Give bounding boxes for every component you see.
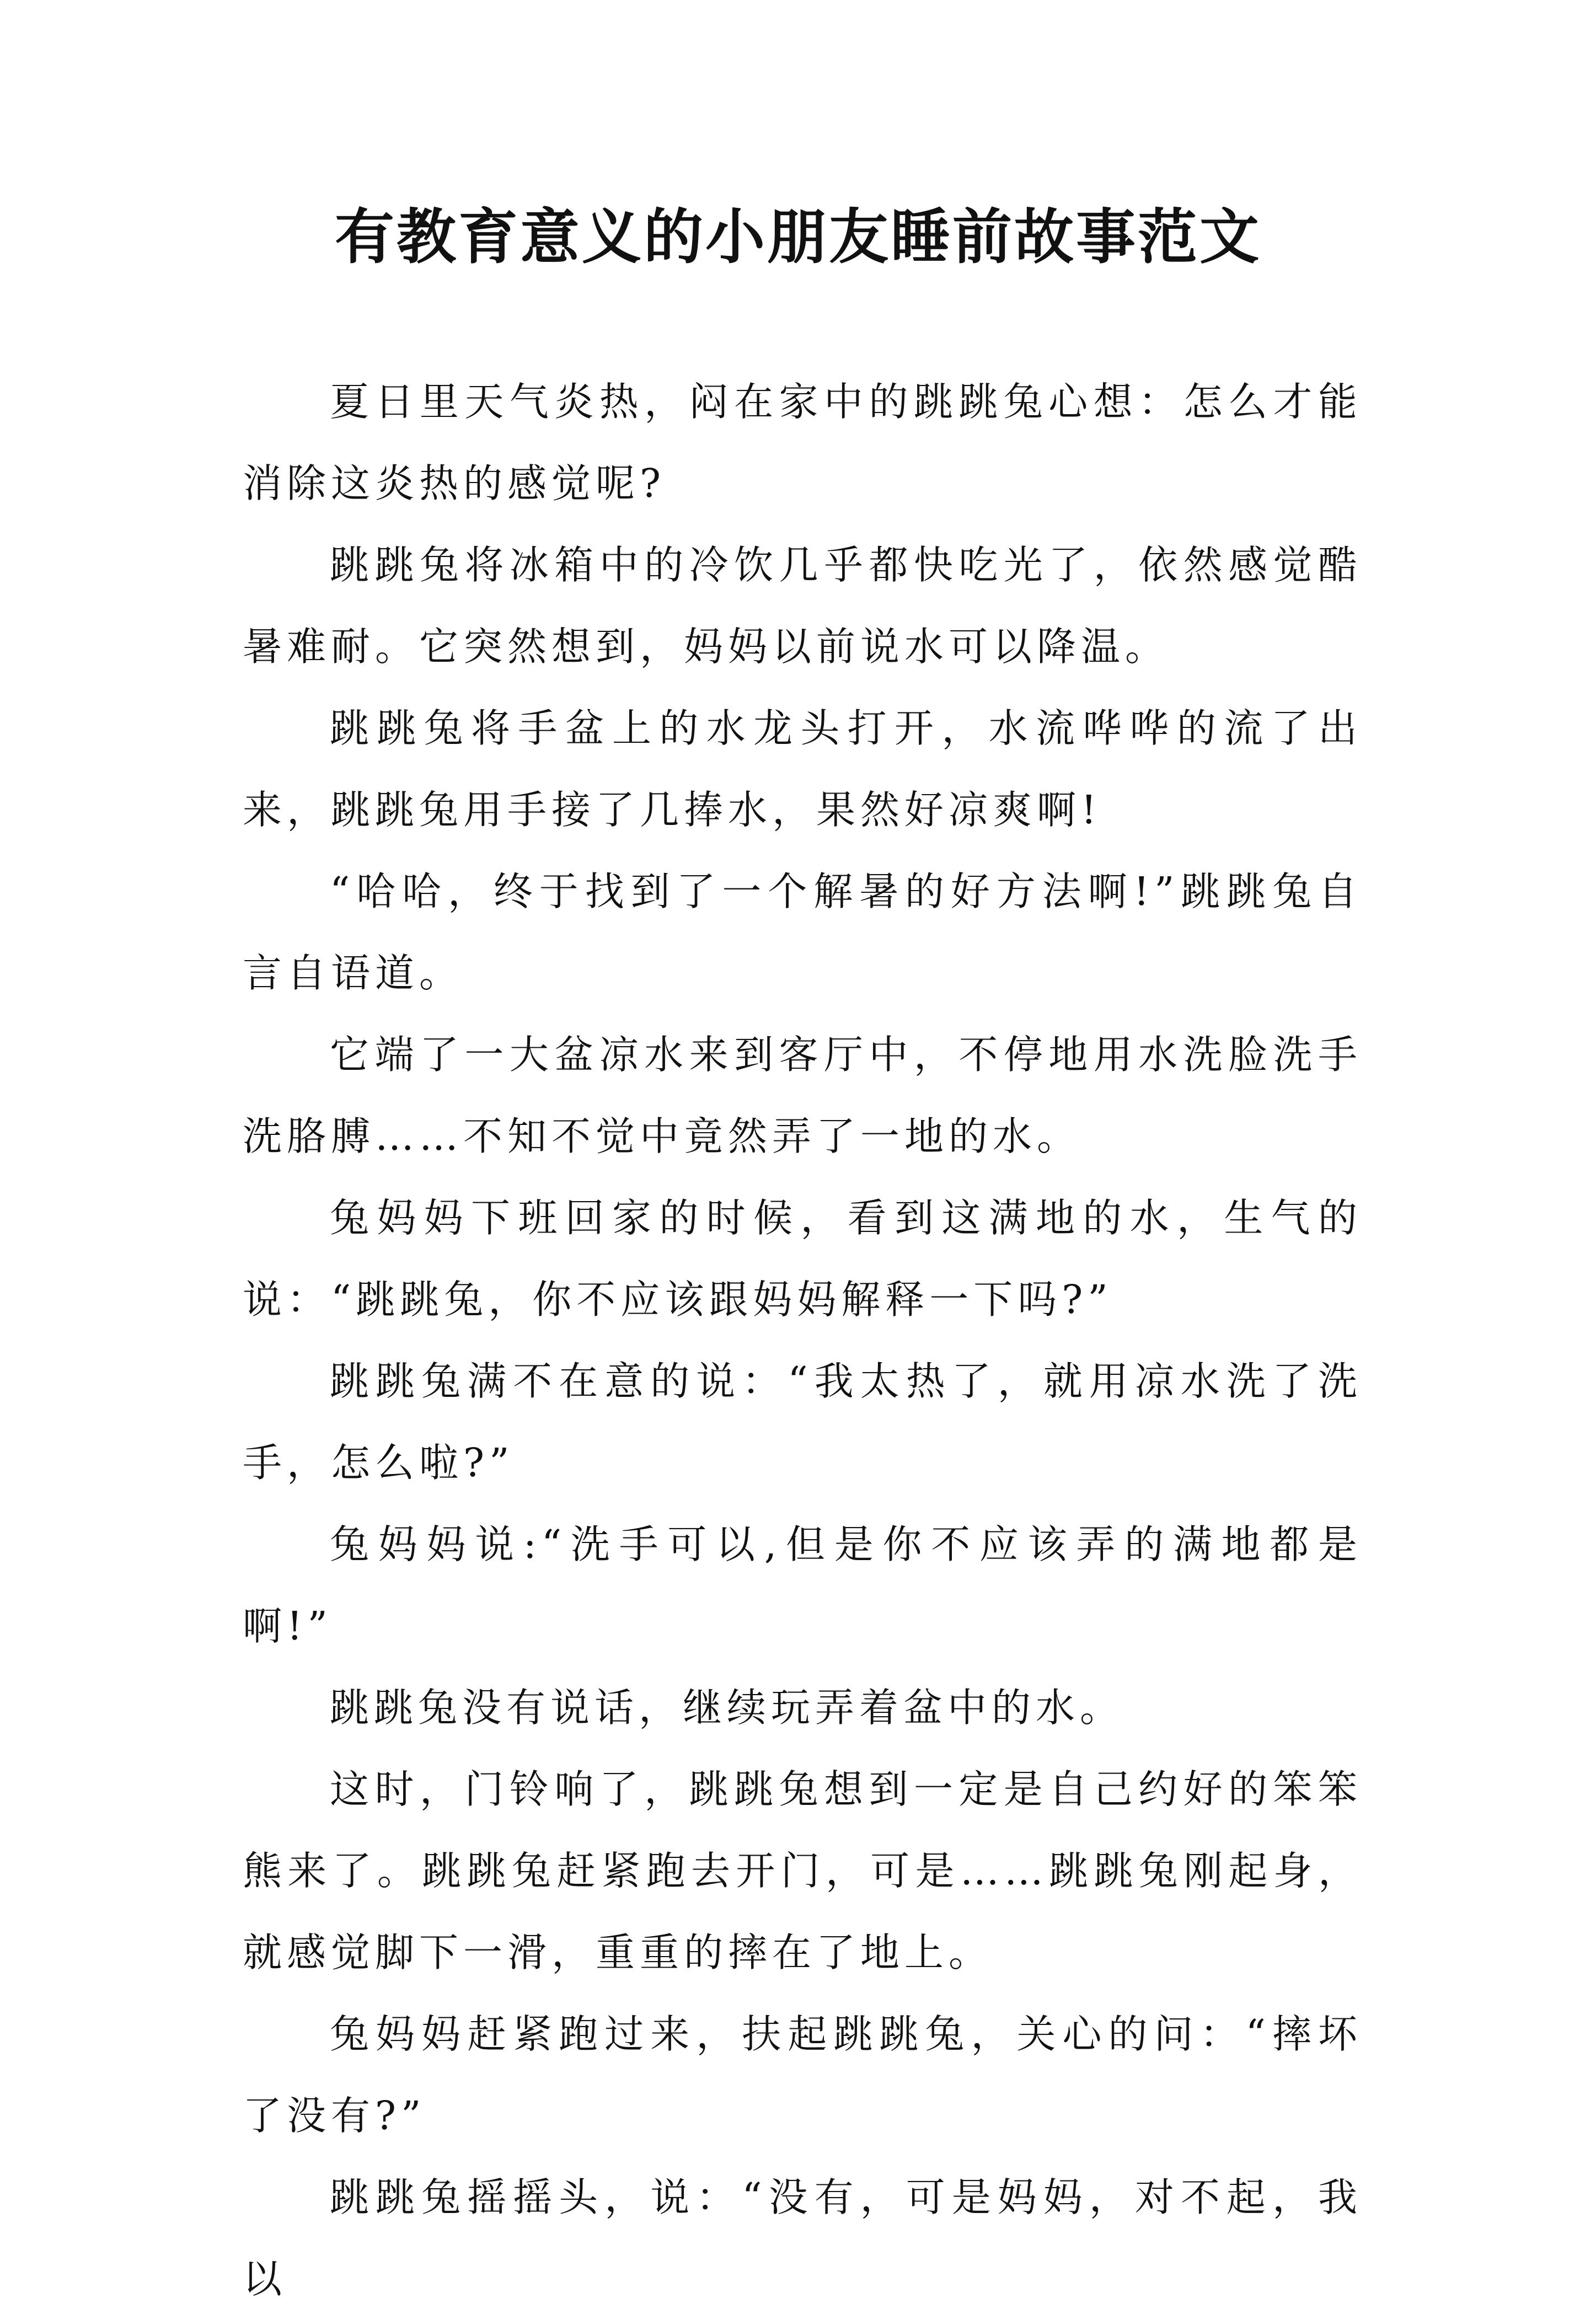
paragraph: “哈哈，终于找到了一个解暑的好方法啊!”跳跳兔自言自语道。 (243, 869, 1362, 996)
paragraph: 兔妈妈说:“洗手可以,但是你不应该弄的满地都是啊!” (243, 1521, 1362, 1649)
document-body (243, 361, 1362, 2320)
paragraph: 这时，门铃响了，跳跳兔想到一定是自己约好的笨笨熊来了。跳跳兔赶紧跑去开门，可是……跳跳兔刚起身，就感觉脚下一滑，重重的摔在了地上。 (243, 1766, 1362, 1975)
paragraph: 跳跳兔将冰箱中的冷饮几乎都快吃光了，依然感觉酷暑难耐。它突然想到，妈妈以前说水可以降温。 (243, 542, 1362, 669)
document-title: 有教育意义的小朋友睡前故事范文 (334, 202, 1261, 272)
paragraph: 兔妈妈赶紧跑过来，扶起跳跳兔，关心的问：“摔坏了没有?” (243, 2011, 1362, 2139)
paragraph: 跳跳兔摇摇头，说：“没有，可是妈妈，对不起，我以 (243, 2174, 1362, 2302)
paragraph: 跳跳兔将手盆上的水龙头打开，水流哗哗的流了出来，跳跳兔用手接了几捧水，果然好凉爽啊! (243, 705, 1362, 833)
paragraph: 夏日里天气炎热，闷在家中的跳跳兔心想：怎么才能消除这炎热的感觉呢? (243, 379, 1362, 506)
paragraph: 跳跳兔满不在意的说：“我太热了，就用凉水洗了洗手，怎么啦?” (243, 1358, 1362, 1486)
paragraph: 跳跳兔没有说话，继续玩弄着盆中的水。 (330, 1685, 1124, 1730)
paragraph: 兔妈妈下班回家的时候，看到这满地的水，生气的说：“跳跳兔，你不应该跟妈妈解释一下吗?” (243, 1195, 1362, 1322)
paragraph: 它端了一大盆凉水来到客厅中，不停地用水洗脸洗手洗胳膊……不知不觉中竟然弄了一地的水。 (243, 1032, 1362, 1159)
